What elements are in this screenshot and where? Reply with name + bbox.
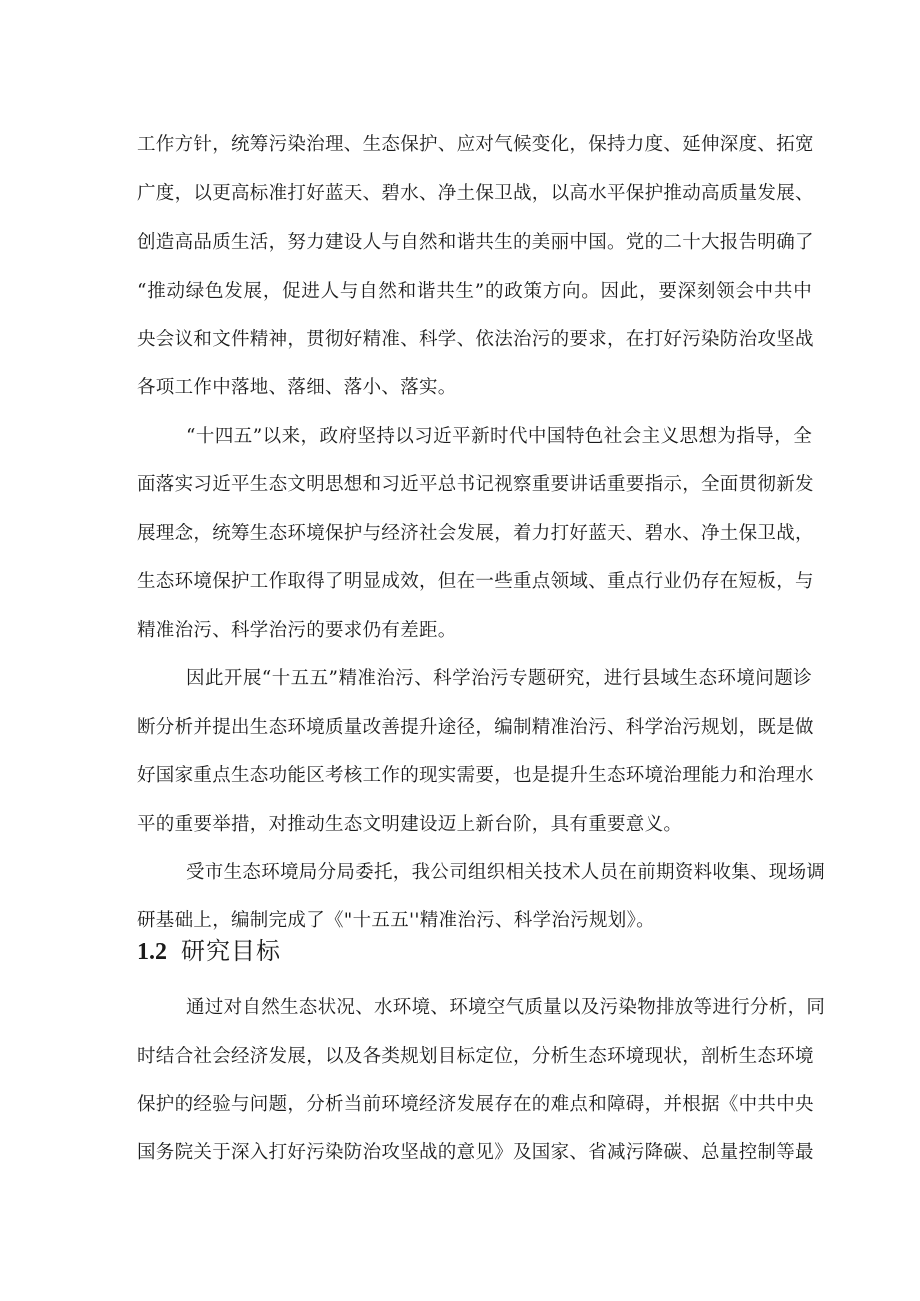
text-line: 生态环境保护工作取得了明显成效，但在一些重点领域、重点行业仍存在短板，与 <box>137 571 814 592</box>
text-line: 广度，以更高标准打好蓝天、碧水、净土保卫战，以高水平保护推动高质量发展、 <box>137 183 814 204</box>
text-line: 受市生态环境局分局委托，我公司组织相关技术人员在前期资料收集、现场调 <box>186 862 826 883</box>
text-line: 工作方针，统筹污染治理、生态保护、应对气候变化，保持力度、延伸深度、拓宽 <box>137 134 814 155</box>
text-line: 平的重要举措，对推动生态文明建设迈上新台阶，具有重要意义。 <box>137 814 683 835</box>
text-line: “推动绿色发展，促进人与自然和谐共生”的政策方向。因此，要深刻领会中共中 <box>137 281 812 302</box>
text-line: 好国家重点生态功能区考核工作的现实需要，也是提升生态环境治理能力和治理水 <box>137 765 814 786</box>
text-line: “十四五”以来，政府坚持以习近平新时代中国特色社会主义思想为指导，全 <box>186 426 812 447</box>
section-heading <box>137 936 281 967</box>
section-number: 1.2 <box>137 939 167 965</box>
text-line: 保护的经验与问题，分析当前环境经济发展存在的难点和障碍，并根据《中共中央 <box>137 1094 814 1115</box>
text-line: 央会议和文件精神，贯彻好精准、科学、依法治污的要求，在打好污染防治攻坚战 <box>137 329 814 350</box>
text-line: 国务院关于深入打好污染防治攻坚战的意见》及国家、省减污降碳、总量控制等最 <box>137 1142 814 1163</box>
section-title: 研究目标 <box>181 937 281 965</box>
text-line: 断分析并提出生态环境质量改善提升途径，编制精准治污、科学治污规划，既是做 <box>137 717 814 738</box>
text-line: 面落实习近平生态文明思想和习近平总书记视察重要讲话重要指示，全面贯彻新发 <box>137 474 814 495</box>
text-line: 因此开展“十五五”精准治污、科学治污专题研究，进行县域生态环境问题诊 <box>186 668 812 689</box>
text-line: 精准治污、科学治污的要求仍有差距。 <box>137 620 457 641</box>
text-line: 创造高品质生活，努力建设人与自然和谐共生的美丽中国。党的二十大报告明确了 <box>137 232 814 253</box>
text-line: 研基础上，编制完成了《"十五五''精准治污、科学治污规划》。 <box>137 910 655 931</box>
text-line: 各项工作中落地、落细、落小、落实。 <box>137 377 457 398</box>
text-line: 通过对自然生态状况、水环境、环境空气质量以及污染物排放等进行分析，同 <box>186 997 826 1018</box>
text-line: 展理念，统筹生态环境保护与经济社会发展，着力打好蓝天、碧水、净土保卫战， <box>137 523 814 544</box>
text-line: 时结合社会经济发展，以及各类规划目标定位，分析生态环境现状，剖析生态环境 <box>137 1046 814 1067</box>
